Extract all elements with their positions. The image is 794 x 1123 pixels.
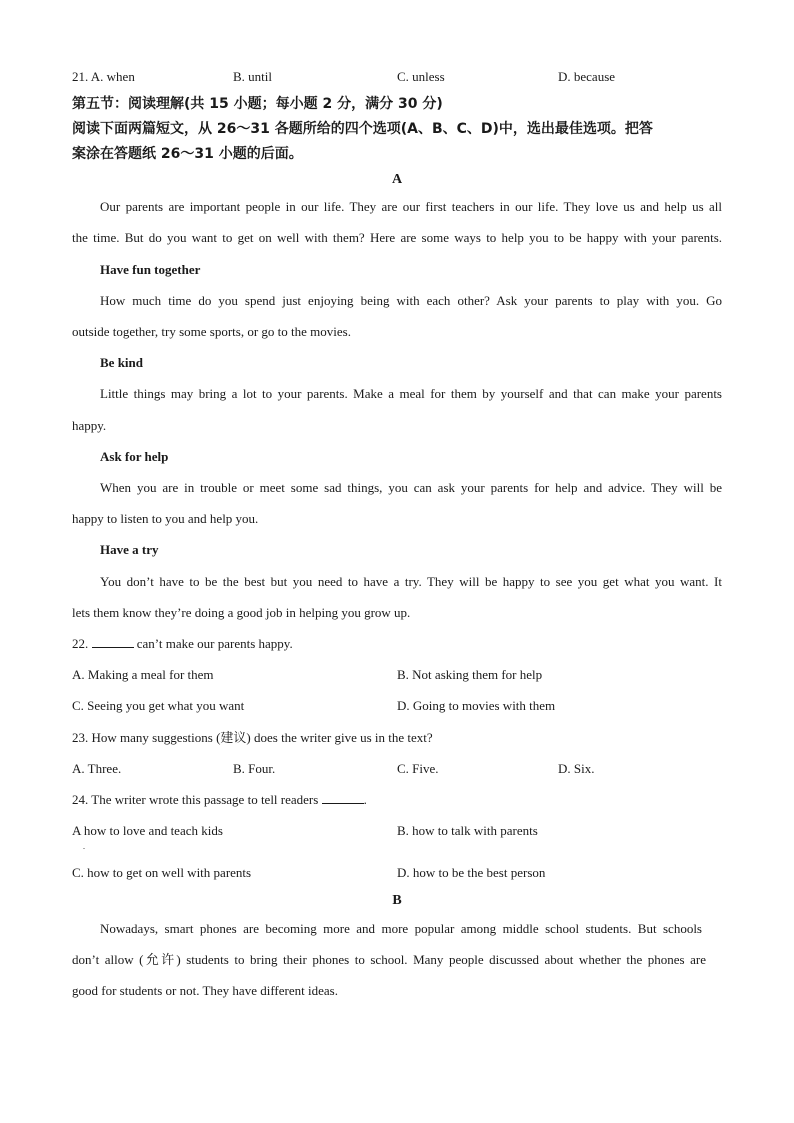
q24-stray-dot: . xyxy=(83,842,85,851)
have-a-try-line1: You don’t have to be the best but you need to have a try. They will be happy to see you get what you want. It xyxy=(100,574,722,589)
q22-stem xyxy=(72,636,722,652)
passage-b-line2: don’t allow (允许) students to bring their phones to school. Many people discussed about whether the phones are xyxy=(72,952,706,967)
q24-answer-blank xyxy=(322,792,364,804)
q24-stem-text: 24. The writer wrote this passage to tell readers xyxy=(72,792,319,807)
be-kind-line1: Little things may bring a lot to your parents. Make a meal for them by yourself and that can make your parents xyxy=(100,386,722,401)
ask-for-help-line1: When you are in trouble or meet some sad things, you can ask your parents for help and advice. They will be xyxy=(100,480,722,495)
q22-option-a: A. Making a meal for them xyxy=(72,667,214,682)
q22-stem-text: can’t make our parents happy. xyxy=(136,636,293,651)
q22-number: 22. xyxy=(72,636,89,651)
q22-option-d: D. Going to movies with them xyxy=(397,698,556,713)
subheading-have-fun: Have fun together xyxy=(100,262,201,277)
q23-option-a: A. Three. xyxy=(72,761,122,776)
q23-option-b: B. Four. xyxy=(233,761,276,776)
section-title: 第五节：阅读理解(共 15 小题；每小题 2 分，满分 30 分) xyxy=(72,96,443,112)
q21-option-d: D. because xyxy=(558,69,616,84)
subheading-ask-for-help: Ask for help xyxy=(100,449,169,464)
passage-b-line3: good for students or not. They have different ideas. xyxy=(72,983,338,998)
q22-option-b: B. Not asking them for help xyxy=(397,667,543,682)
q21-option-a: 21. A. when xyxy=(72,69,135,84)
have-fun-line1: How much time do you spend just enjoying being with each other? Ask your parents to play with you. Go xyxy=(100,293,722,308)
q21-option-c: C. unless xyxy=(397,69,445,84)
passage-b-heading: B xyxy=(392,893,402,908)
q23-option-c: C. Five. xyxy=(397,761,439,776)
have-fun-line2: outside together, try some sports, or go to the movies. xyxy=(72,324,351,339)
q22-answer-blank xyxy=(92,636,134,648)
q21-option-b: B. until xyxy=(233,69,273,84)
q24-option-a: A how to love and teach kids xyxy=(72,823,223,838)
q24-option-d: D. how to be the best person xyxy=(397,865,546,880)
passage-b-line1: Nowadays, smart phones are becoming more and more popular among middle school students. But schools xyxy=(100,921,702,936)
q23-option-d: D. Six. xyxy=(558,761,595,776)
q24-stem xyxy=(72,792,722,808)
section-instruction-line2: 案涂在答题纸 26～31 小题的后面。 xyxy=(72,146,303,162)
ask-for-help-line2: happy to listen to you and help you. xyxy=(72,511,259,526)
have-a-try-line2: lets them know they’re doing a good job in helping you grow up. xyxy=(72,605,411,620)
q24-option-c: C. how to get on well with parents xyxy=(72,865,252,880)
q24-option-b: B. how to talk with parents xyxy=(397,823,538,838)
subheading-be-kind: Be kind xyxy=(100,355,143,370)
passage-a-heading: A xyxy=(391,172,403,187)
passage-a-intro-line1: Our parents are important people in our life. They are our first teachers in our life. They love us and help us all xyxy=(100,199,722,214)
subheading-have-a-try: Have a try xyxy=(100,542,159,557)
q24-stem-end: . xyxy=(363,792,367,807)
be-kind-line2: happy. xyxy=(72,418,107,433)
q22-option-c: C. Seeing you get what you want xyxy=(72,698,245,713)
passage-a-intro-line2: the time. But do you want to get on well with them? Here are some ways to help you to be happy with your parents. xyxy=(72,230,722,245)
q23-stem: 23. How many suggestions (建议) does the writer give us in the text? xyxy=(72,730,433,745)
section-instruction-line1: 阅读下面两篇短文，从 26～31 各题所给的四个选项(A、B、C、D)中，选出最佳选项。把答 xyxy=(72,121,653,137)
